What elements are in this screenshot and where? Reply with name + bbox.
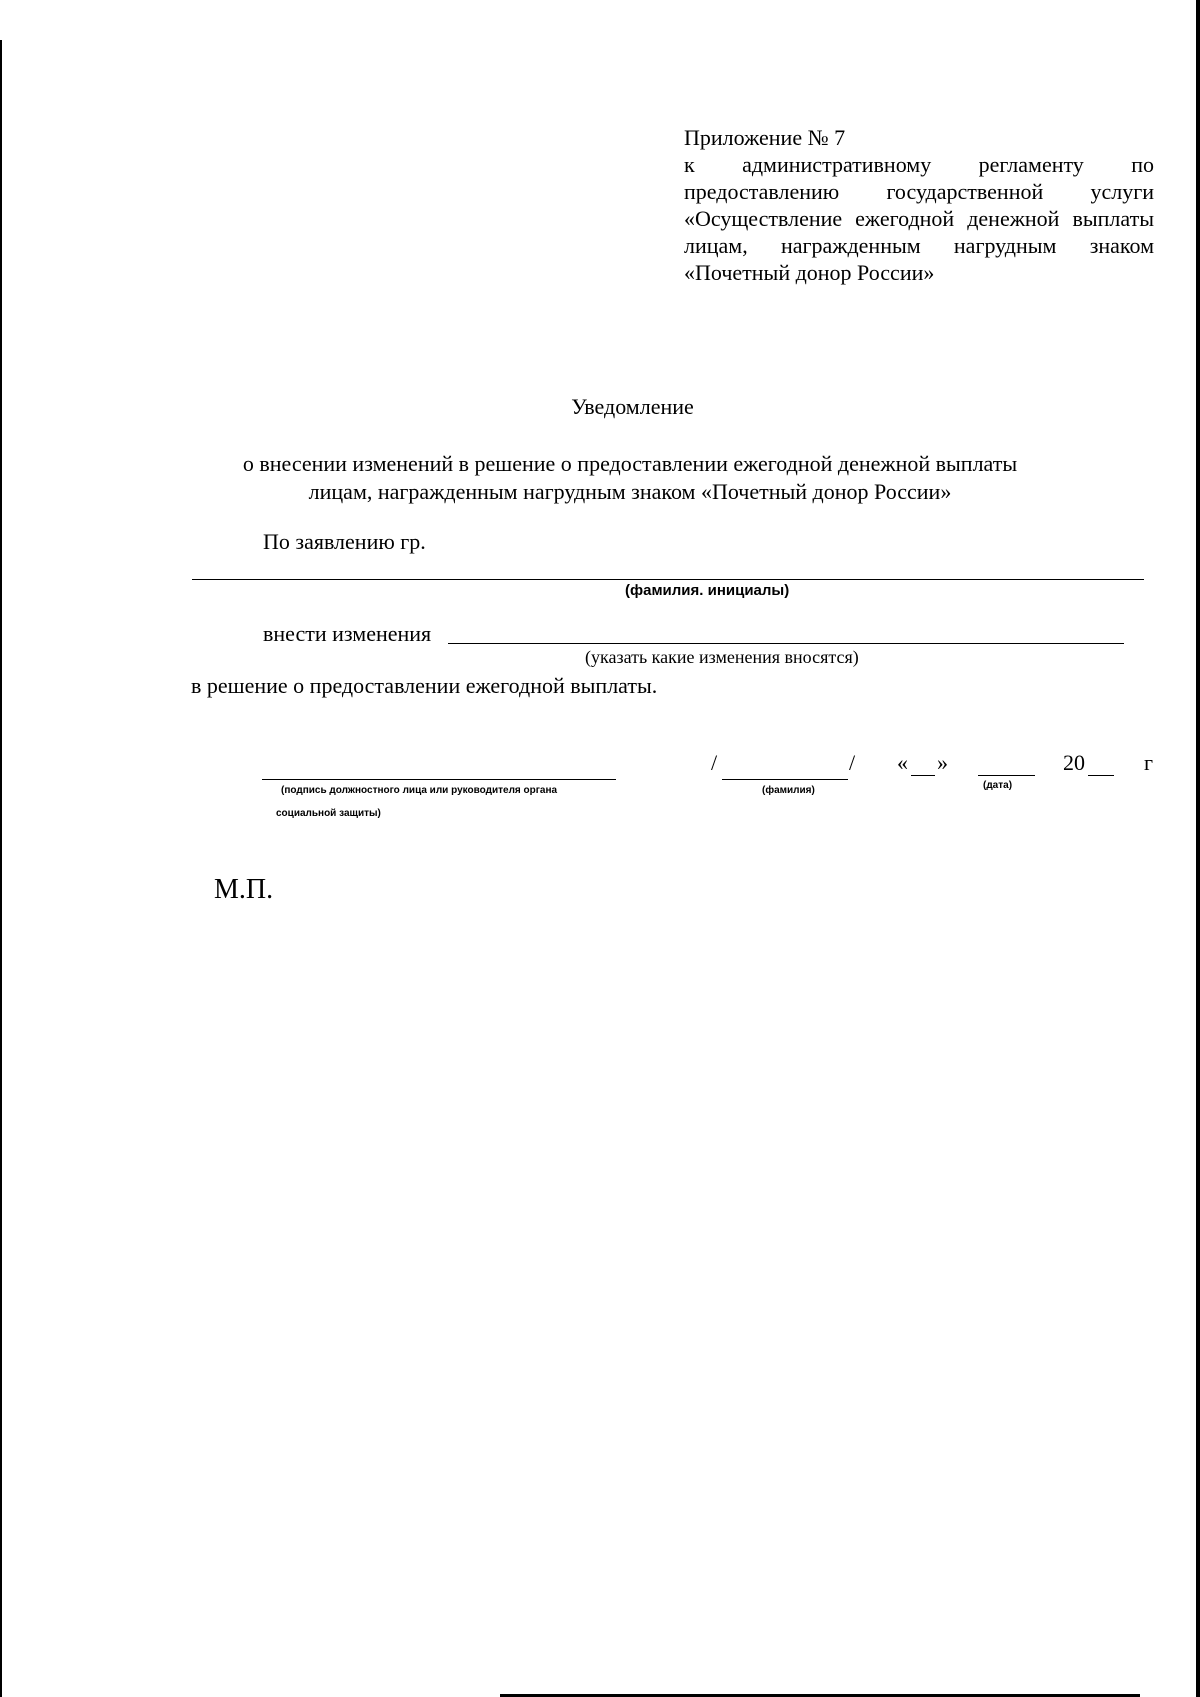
year-suffix: г [1144,750,1154,775]
changes-prefix: внести изменения [263,621,432,646]
changes-line[interactable] [448,643,1124,644]
year-prefix: 20 [1063,750,1085,775]
surname-caption: (фамилия) [762,785,815,796]
stamp-place-label: М.П. [214,874,274,905]
surname-line[interactable] [722,779,848,780]
appendix-number: Приложение № 7 [684,125,846,150]
signature-line[interactable] [262,779,616,780]
notice-subtitle [190,450,1070,506]
notice-subtitle-line1: о внесении изменений в решение о предоставлении ежегодной денежной выплаты [242,451,1018,476]
signature-caption-line1: (подпись должностного лица или руководителя органа [281,785,558,796]
day-line[interactable] [911,775,935,776]
appendix-block [684,124,1154,286]
appendix-text: к административному регламенту по предоставлению государственной услуги «Осуществление ежегодной денежной выплаты лицам, награжденным нагрудным знаком «Почетный донор России» [684,152,1154,285]
notice-subtitle-line2: лицам, награжденным нагрудным знаком «Почетный донор России» [308,479,952,504]
quote-open: « [897,750,908,775]
year-line[interactable] [1088,775,1114,776]
date-caption: (дата) [983,780,1013,791]
notice-title: Уведомление [571,394,694,419]
applicant-prefix: По заявлению гр. [263,529,426,554]
quote-close: » [937,750,948,775]
scan-edge-left [0,40,2,1697]
changes-caption: (указать какие изменения вносятся) [585,647,859,667]
scan-edge-right [1196,0,1200,1697]
slash-left: / [711,750,718,775]
slash-right: / [849,750,856,775]
decision-text: в решение о предоставлении ежегодной выплаты. [191,673,658,698]
signature-caption-line2: социальной защиты) [276,808,381,819]
date-line[interactable] [978,775,1035,776]
applicant-name-line[interactable] [192,579,1144,580]
applicant-caption: (фамилия. инициалы) [625,582,790,599]
